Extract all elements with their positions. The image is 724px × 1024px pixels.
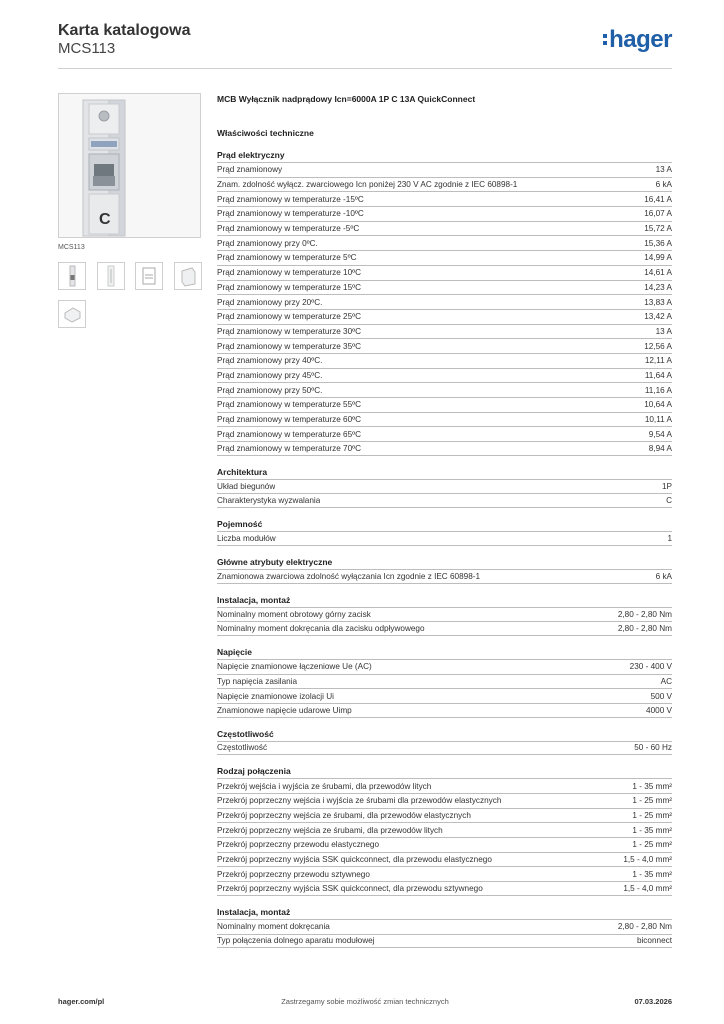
- section-title: Prąd elektryczny: [217, 150, 285, 160]
- spec-row: [217, 837, 672, 852]
- spec-row: [217, 294, 672, 309]
- section-title: Napięcie: [217, 646, 252, 657]
- logo-text: hager: [609, 26, 672, 53]
- hager-logo: [603, 28, 672, 52]
- product-image: [58, 93, 201, 238]
- spec-label: Prąd znamionowy w temperaturze -10ºC: [217, 209, 364, 219]
- spec-label: Prąd znamionowy w temperaturze 60ºC: [217, 415, 362, 425]
- spec-label: Prąd znamionowy w temperaturze 25ºC: [217, 312, 362, 322]
- spec-label: Przekrój poprzeczny wyjścia SSK quickconnect, dla przewodu elastycznego: [217, 855, 492, 865]
- spec-value: 13 A: [655, 165, 672, 175]
- spec-value: 6 kA: [655, 180, 672, 190]
- svg-text:C: C: [99, 211, 111, 228]
- spec-value: 12,56 A: [644, 341, 672, 351]
- spec-label: Przekrój poprzeczny wyjścia SSK quickconnect, dla przewodu sztywnego: [217, 883, 483, 893]
- circuit-breaker-icon: [59, 94, 202, 239]
- spec-row: [217, 808, 672, 823]
- spec-row: [217, 688, 672, 703]
- spec-value: 1,5 - 4,0 mm²: [623, 883, 672, 893]
- thumbnail-perspective[interactable]: [174, 262, 202, 290]
- spec-value: 1 - 25 mm²: [632, 840, 672, 850]
- section-title: Instalacja, montaż: [217, 594, 291, 605]
- spec-label: Prąd znamionowy w temperaturze 65ºC: [217, 429, 362, 439]
- spec-section: [217, 518, 672, 546]
- section-title: Rodzaj połączenia: [217, 766, 291, 777]
- section-title: Pojemność: [217, 519, 263, 530]
- spec-value: 16,07 A: [644, 209, 672, 219]
- spec-label: Prąd znamionowy w temperaturze -15ºC: [217, 194, 364, 204]
- spec-value: 1: [667, 533, 672, 543]
- thumbnail-connector[interactable]: [58, 300, 86, 328]
- spec-label: Przekrój poprzeczny przewodu sztywnego: [217, 869, 370, 879]
- section-title: Główne atrybuty elektryczne: [217, 556, 333, 567]
- spec-row: [217, 338, 672, 353]
- spec-section: [217, 466, 672, 508]
- spec-value: 1 - 35 mm²: [632, 781, 672, 791]
- spec-value: 13,83 A: [644, 297, 672, 307]
- spec-value: 15,72 A: [644, 224, 672, 234]
- product-title: MCB Wyłącznik nadprądowy Icn=6000A 1P C 13A QuickConnect: [217, 94, 476, 104]
- spec-label: Znamionowe napięcie udarowe Uimp: [217, 705, 352, 715]
- spec-value: 14,23 A: [644, 282, 672, 292]
- thumbnail-side-view[interactable]: [97, 262, 125, 290]
- spec-row: [217, 934, 672, 949]
- page-subtitle: MCS113: [58, 40, 116, 57]
- spec-label: Prąd znamionowy przy 20ºC.: [217, 297, 323, 307]
- spec-label: Napięcie znamionowe łączeniowe Ue (AC): [217, 662, 372, 672]
- spec-value: 1 - 35 mm²: [632, 825, 672, 835]
- product-details: [217, 93, 672, 958]
- spec-value: 10,64 A: [644, 400, 672, 410]
- breaker-front-icon: [59, 263, 85, 289]
- spec-label: Prąd znamionowy w temperaturze 15ºC: [217, 282, 362, 292]
- spec-value: 14,99 A: [644, 253, 672, 263]
- spec-label: Znamionowa zwarciowa zdolność wyłączania Icn zgodnie z IEC 60898-1: [217, 571, 481, 581]
- spec-value: 11,64 A: [644, 370, 672, 380]
- spec-row: [217, 852, 672, 867]
- spec-row: [217, 441, 672, 456]
- spec-value: 13 A: [655, 326, 672, 336]
- spec-label: Prąd znamionowy w temperaturze 35ºC: [217, 341, 362, 351]
- spec-row: [217, 659, 672, 674]
- spec-label: Przekrój poprzeczny przewodu elastycznego: [217, 840, 380, 850]
- spec-row: [217, 324, 672, 339]
- connector-icon: [59, 301, 85, 327]
- spec-value: 1 - 25 mm²: [632, 796, 672, 806]
- spec-label: Prąd znamionowy w temperaturze -5ºC: [217, 224, 360, 234]
- spec-label: Prąd znamionowy: [217, 165, 283, 175]
- header-divider: [58, 68, 672, 69]
- spec-section: [217, 594, 672, 636]
- spec-label: Nominalny moment dokręcania dla zacisku odpływowego: [217, 624, 425, 634]
- spec-row: [217, 479, 672, 494]
- section-title: Instalacja, montaż: [217, 906, 291, 917]
- spec-row: [217, 368, 672, 383]
- spec-value: 15,36 A: [644, 238, 672, 248]
- spec-row: [217, 412, 672, 427]
- logo-dots-icon: [603, 34, 607, 45]
- spec-value: 1 - 25 mm²: [632, 811, 672, 821]
- spec-row: [217, 426, 672, 441]
- spec-value: 16,41 A: [644, 194, 672, 204]
- spec-value: 1P: [661, 482, 672, 492]
- spec-row: [217, 793, 672, 808]
- spec-label: Prąd znamionowy w temperaturze 70ºC: [217, 443, 362, 453]
- spec-row: [217, 191, 672, 206]
- spec-value: 11,16 A: [644, 385, 672, 395]
- spec-row: [217, 397, 672, 412]
- spec-label: Prąd znamionowy w temperaturze 55ºC: [217, 400, 362, 410]
- spec-row: [217, 607, 672, 622]
- spec-label: Układ biegunów: [217, 482, 276, 492]
- spec-row: [217, 919, 672, 934]
- spec-value: 230 - 400 V: [629, 662, 672, 672]
- spec-label: Prąd znamionowy przy 40ºC.: [217, 356, 323, 366]
- properties-heading: Właściwości techniczne: [217, 128, 314, 138]
- spec-label: Nominalny moment obrotowy górny zacisk: [217, 609, 371, 619]
- spec-row: [217, 162, 672, 177]
- spec-value: 8,94 A: [648, 443, 672, 453]
- spec-label: Typ połączenia dolnego aparatu modułowej: [217, 936, 375, 946]
- breaker-perspective-icon: [175, 263, 201, 289]
- spec-label: Prąd znamionowy w temperaturze 10ºC: [217, 268, 362, 278]
- spec-value: 1 - 35 mm²: [632, 869, 672, 879]
- technical-drawing-icon: [136, 263, 162, 289]
- spec-row: [217, 177, 672, 192]
- spec-value: 2,80 - 2,80 Nm: [617, 624, 672, 634]
- spec-label: Przekrój wejścia i wyjścia ze śrubami, dla przewodów litych: [217, 781, 432, 791]
- spec-value: 14,61 A: [644, 268, 672, 278]
- spec-row: [217, 569, 672, 584]
- spec-section: [217, 646, 672, 718]
- spec-row: [217, 493, 672, 508]
- spec-value: 1,5 - 4,0 mm²: [623, 855, 672, 865]
- spec-row: [217, 621, 672, 636]
- spec-value: 10,11 A: [644, 415, 672, 425]
- spec-label: Napięcie znamionowe izolacji Ui: [217, 691, 334, 701]
- spec-value: C: [666, 496, 672, 506]
- spec-value: 2,80 - 2,80 Nm: [617, 609, 672, 619]
- spec-row: [217, 206, 672, 221]
- spec-label: Znam. zdolność wyłącz. zwarciowego Icn poniżej 230 V AC zgodnie z IEC 60898-1: [217, 180, 518, 190]
- spec-row: [217, 265, 672, 280]
- spec-value: 2,80 - 2,80 Nm: [617, 922, 672, 932]
- spec-row: [217, 280, 672, 295]
- spec-label: Charakterystyka wyzwalania: [217, 496, 321, 506]
- spec-value: 13,42 A: [644, 312, 672, 322]
- spec-row: [217, 235, 672, 250]
- spec-label: Liczba modułów: [217, 533, 276, 543]
- page-title: Karta katalogowa: [58, 22, 191, 39]
- spec-value: 9,54 A: [648, 429, 672, 439]
- spec-value: 50 - 60 Hz: [634, 743, 672, 753]
- spec-label: Prąd znamionowy przy 45ºC.: [217, 370, 323, 380]
- spec-row: [217, 250, 672, 265]
- spec-row: [217, 881, 672, 896]
- spec-row: [217, 309, 672, 324]
- thumbnail-front-view[interactable]: [58, 262, 86, 290]
- spec-row: [217, 866, 672, 881]
- spec-value: 6 kA: [655, 571, 672, 581]
- breaker-side-icon: [98, 263, 124, 289]
- spec-label: Prąd znamionowy przy 50ºC.: [217, 385, 323, 395]
- spec-value: 4000 V: [646, 705, 672, 715]
- spec-section: [217, 556, 672, 584]
- spec-value: AC: [660, 676, 672, 686]
- spec-row: [217, 778, 672, 793]
- spec-label: Częstotliwość: [217, 743, 268, 753]
- spec-value: 12,11 A: [644, 356, 672, 366]
- spec-label: Przekrój poprzeczny wejścia i wyjścia ze śrubami dla przewodów elastycznych: [217, 796, 502, 806]
- spec-section: [217, 906, 672, 948]
- footer-website[interactable]: hager.com/pl: [58, 997, 105, 1006]
- spec-label: Przekrój poprzeczny wejścia ze śrubami, dla przewodów elastycznych: [217, 811, 471, 821]
- spec-label: Prąd znamionowy w temperaturze 30ºC: [217, 326, 362, 336]
- spec-section: [217, 765, 672, 896]
- spec-row: [217, 703, 672, 718]
- spec-label: Nominalny moment dokręcania: [217, 922, 330, 932]
- spec-value: biconnect: [636, 936, 672, 946]
- spec-row: [217, 674, 672, 689]
- spec-row: [217, 382, 672, 397]
- footer-date: 07.03.2026: [634, 997, 672, 1006]
- product-image-caption: MCS113: [58, 244, 85, 251]
- spec-row: [217, 353, 672, 368]
- spec-value: 500 V: [650, 691, 672, 701]
- section-title: Częstotliwość: [217, 728, 274, 739]
- section-title: Architektura: [217, 466, 268, 477]
- spec-section: [217, 149, 672, 456]
- spec-label: Prąd znamionowy w temperaturze 5ºC: [217, 253, 357, 263]
- spec-row: [217, 221, 672, 236]
- footer-disclaimer: Zastrzegamy sobie możliwość zmian technicznych: [281, 997, 449, 1006]
- spec-section: [217, 728, 672, 756]
- spec-row: [217, 741, 672, 756]
- spec-sections: [217, 149, 672, 948]
- spec-label: Przekrój poprzeczny wejścia ze śrubami, dla przewodów litych: [217, 825, 443, 835]
- spec-row: [217, 531, 672, 546]
- spec-row: [217, 822, 672, 837]
- thumbnail-drawing[interactable]: [135, 262, 163, 290]
- spec-label: Typ napięcia zasilania: [217, 676, 298, 686]
- spec-label: Prąd znamionowy przy 0ºC.: [217, 238, 318, 248]
